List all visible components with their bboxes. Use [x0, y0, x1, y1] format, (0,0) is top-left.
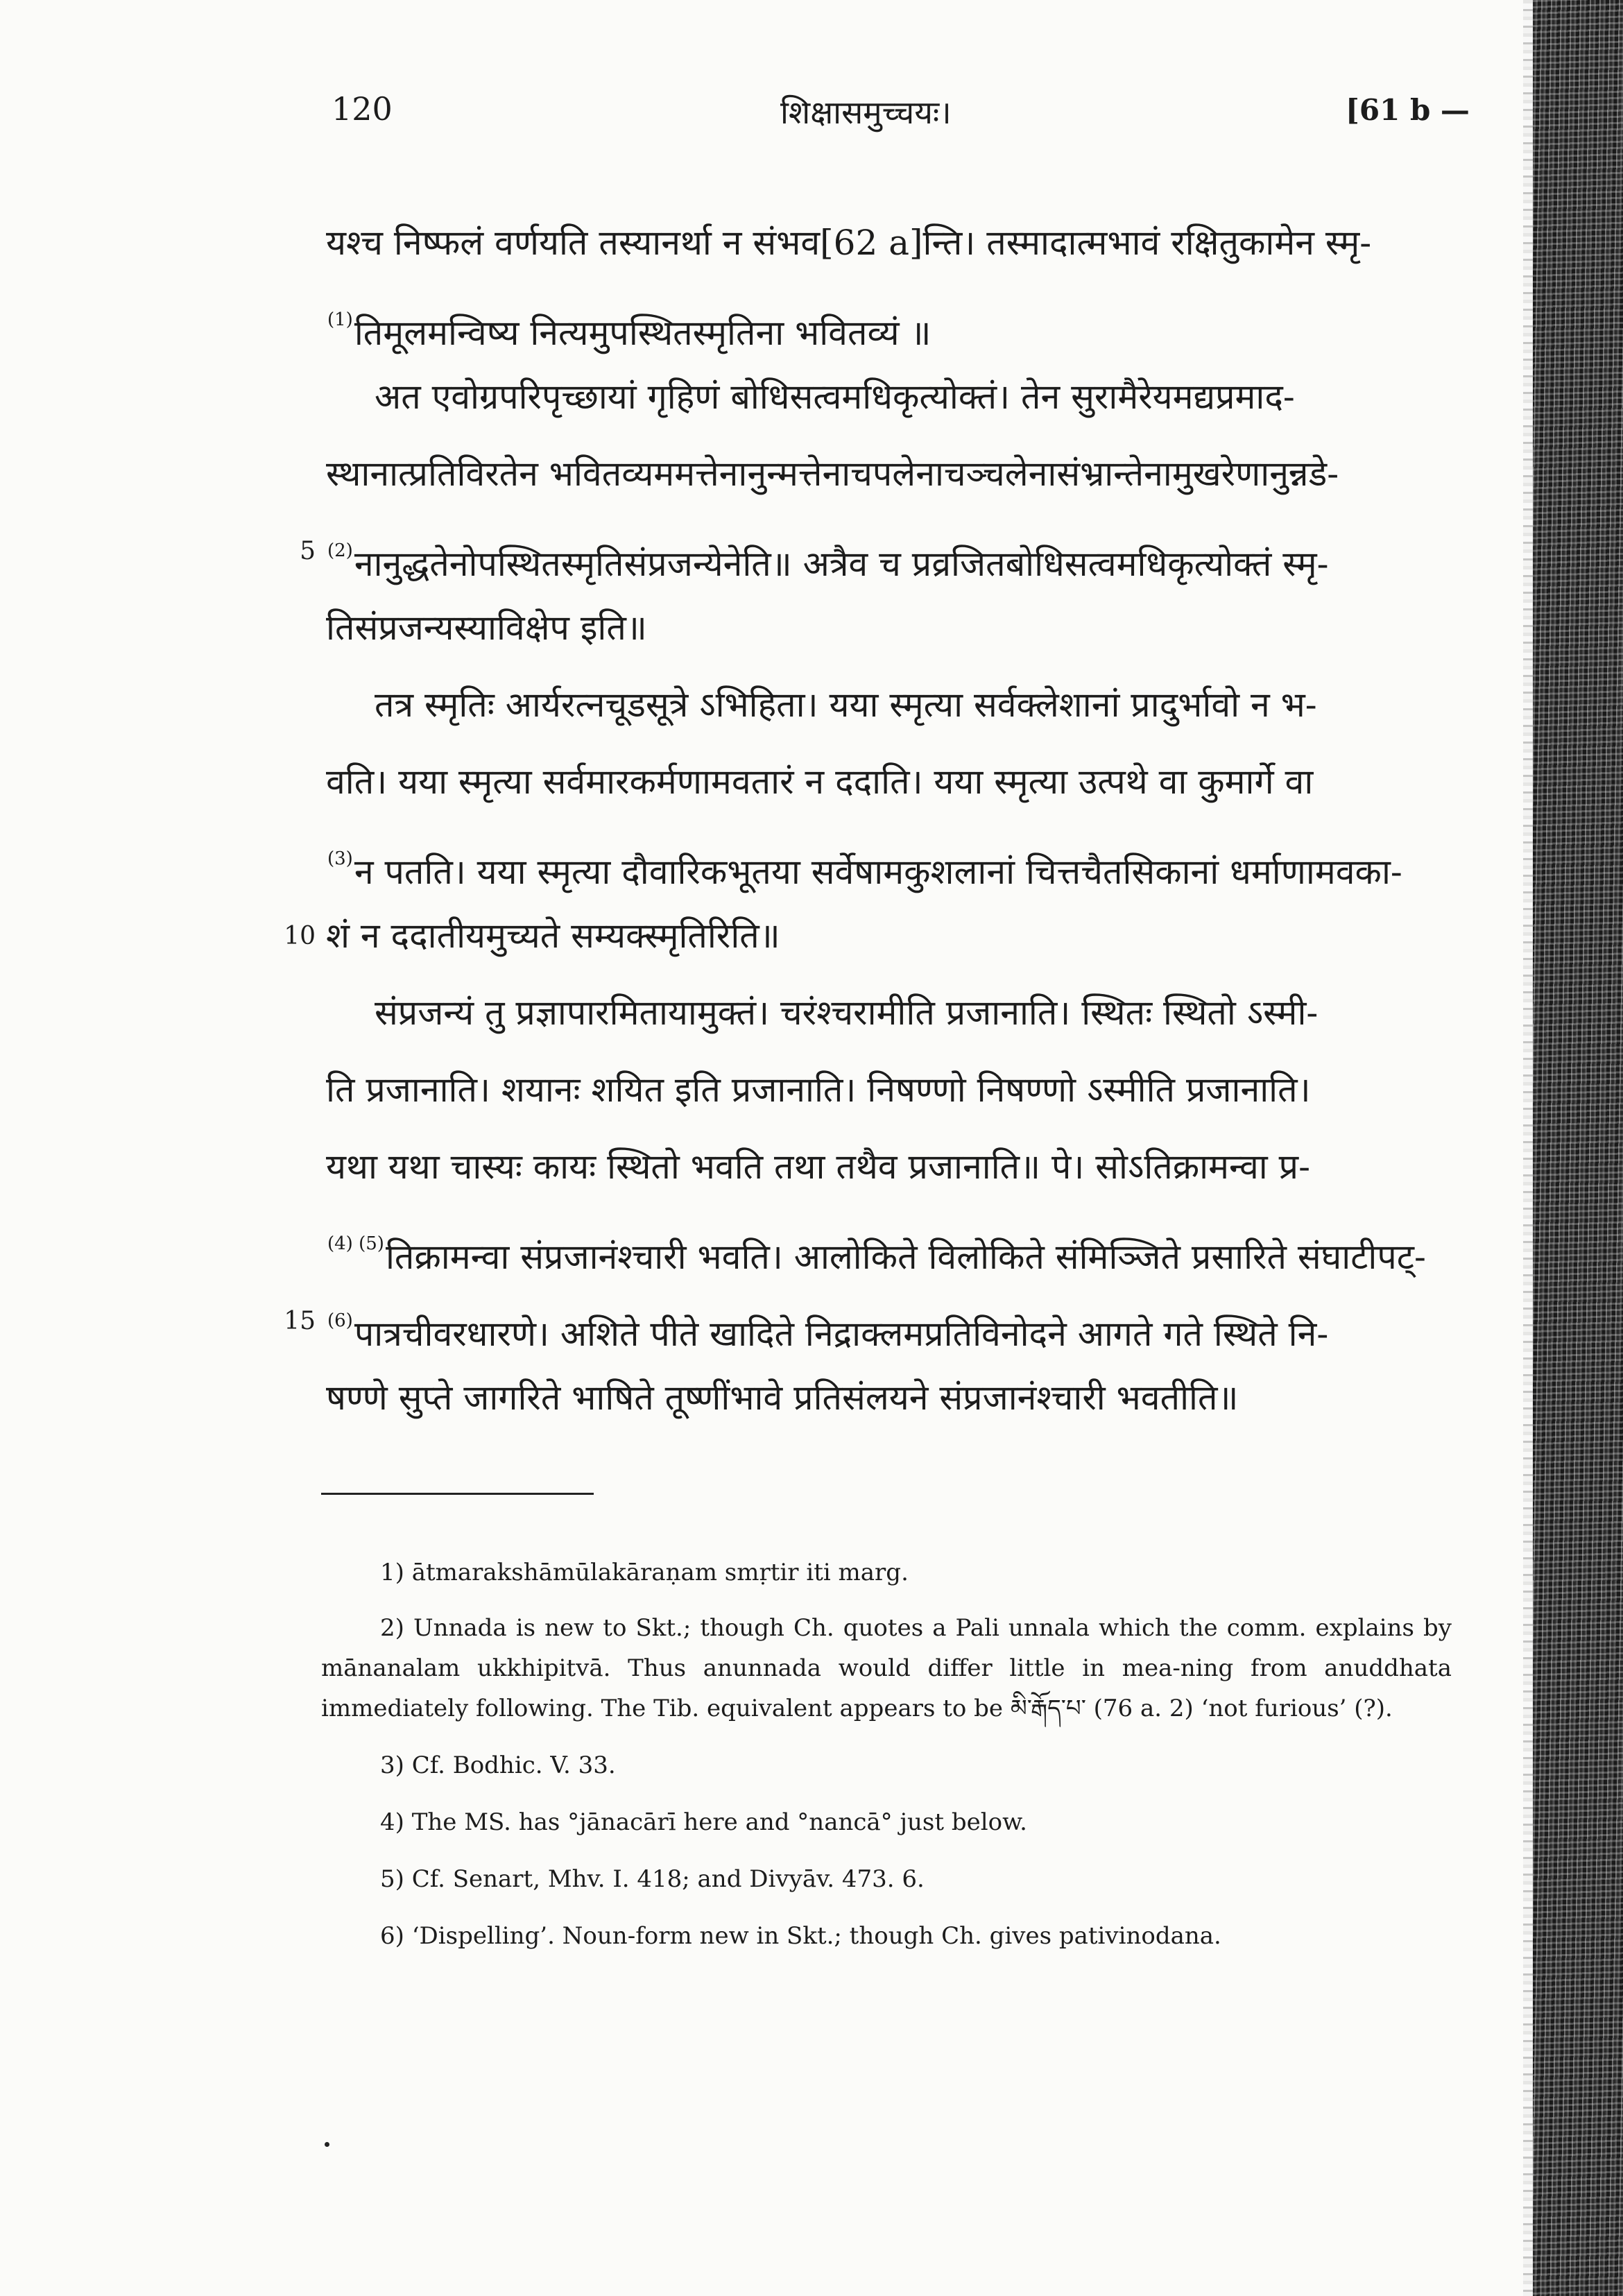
page-header	[0, 90, 1623, 146]
line-text: स्थानात्प्रतिविरतेन भवितव्यममत्तेनानुन्मत्तेनाचपलेनाचञ्चलेनासंभ्रान्तेनामुखरेणानुन्नडे-	[326, 454, 1339, 494]
footnote-marker: (3)	[327, 848, 353, 869]
stray-ink-dot	[325, 2142, 329, 2147]
text-line	[284, 898, 1450, 975]
line-text: तत्र स्मृतिः आर्यरत्नचूडसूत्रे ऽभिहिता। यया स्मृत्या सर्वक्लेशानां प्रादुर्भावो न भ-	[375, 685, 1317, 725]
footnotes	[321, 1552, 1452, 1973]
text-line	[326, 821, 1450, 898]
line-text: यश्च निष्फलं वर्णयति तस्यानर्था न संभव[62 a]न्ति। तस्मादात्मभावं रक्षितुकामेन स्मृ-	[326, 223, 1372, 263]
footnote-2: 2) Unnada is new to Skt.; though Ch. quotes a Pali unnala which the comm. explains by mānanalam ukkhipitvā. Thus anunnada would differ little in mea-ning from anuddhata immediately following. The Tib. equivalent appears to be མི་རྒོད་པ་ (76 a. 2) ‘not furious’ (?).	[321, 1614, 1452, 1722]
footnote-6: 6) ‘Dispelling’. Noun-form new in Skt.; though Ch. gives pativinodana.	[380, 1922, 1221, 1950]
page-number: 120	[332, 90, 393, 128]
line-number: 5	[300, 537, 316, 565]
running-title: शिक्षासमुच्चयः।	[780, 94, 952, 131]
footnote-marker: (2)	[327, 540, 353, 561]
line-text: संप्रजन्यं तु प्रज्ञापारमितायामुक्तं। चरंश्चरामीति प्रजानाति। स्थितः स्थितो ऽस्मी-	[375, 993, 1319, 1033]
text-line	[326, 1206, 1450, 1283]
text-line	[326, 975, 1450, 1052]
footnote-1: 1) ātmarakshāmūlakāraṇam smṛtir iti marg.	[380, 1559, 909, 1586]
line-text: शं न ददातीयमुच्यते सम्यक्स्मृतिरिति॥	[326, 916, 780, 956]
text-line	[326, 282, 1450, 359]
text-line	[326, 1360, 1450, 1437]
text-line	[326, 590, 1450, 667]
footnote-3: 3) Cf. Bodhic. V. 33.	[380, 1751, 616, 1779]
text-line	[326, 205, 1450, 282]
footnote-4: 4) The MS. has °jānacārī here and °nancā° just below.	[380, 1808, 1027, 1836]
text-line	[300, 513, 1450, 590]
line-text: तिमूलमन्विष्य नित्यमुपस्थितस्मृतिना भवितव्यं ॥	[354, 313, 931, 353]
line-text: षण्णे सुप्ते जागरिते भाषिते तूष्णींभावे प्रतिसंलयने संप्रजानंश्चारी भवतीति॥	[326, 1378, 1239, 1418]
line-text: ति प्रजानाति। शयानः शयित इति प्रजानाति। निषण्णो निषण्णो ऽस्मीति प्रजानाति।	[326, 1070, 1311, 1110]
line-text: पात्रचीवरधारणे। अशिते पीते खादिते निद्राक्लमप्रतिविनोदने आगते गते स्थिते नि-	[354, 1314, 1329, 1354]
line-text: तिक्रामन्वा संप्रजानंश्चारी भवति। आलोकिते विलोकिते संमिञ्जिते प्रसारिते संघाटीपट्-	[385, 1237, 1426, 1277]
footnote-5: 5) Cf. Senart, Mhv. I. 418; and Divyāv. 473. 6.	[380, 1865, 925, 1893]
line-text: वति। यया स्मृत्या सर्वमारकर्मणामवतारं न ददाति। यया स्मृत्या उत्पथे वा कुमार्गे वा	[326, 762, 1314, 802]
text-line	[326, 744, 1450, 821]
book-binding-edge	[1533, 0, 1623, 2296]
line-number: 15	[284, 1307, 316, 1335]
text-line	[284, 1283, 1450, 1360]
line-text: न पतति। यया स्मृत्या दौवारिकभूतया सर्वेषामकुशलानां चित्तचैतसिकानां धर्माणामवका-	[354, 852, 1402, 892]
text-line	[326, 436, 1450, 513]
folio-reference: [61 b —	[1346, 93, 1470, 127]
line-text: अत एवोग्रपरिपृच्छायां गृहिणं बोधिसत्वमधिकृत्योक्तं। तेन सुरामैरेयमद्यप्रमाद-	[375, 377, 1295, 417]
line-text: यथा यथा चास्यः कायः स्थितो भवति तथा तथैव प्रजानाति॥ पे। सोऽतिक्रामन्वा प्र-	[326, 1147, 1310, 1187]
text-line	[326, 667, 1450, 744]
line-text: नानुद्धतेनोपस्थितस्मृतिसंप्रजन्येनेति॥ अत्रैव च प्रव्रजितबोधिसत्वमधिकृत्योक्तं स्मृ-	[354, 544, 1329, 584]
footnote-marker: (6)	[327, 1310, 353, 1331]
text-line	[326, 1052, 1450, 1129]
footnote-separator-rule	[321, 1493, 594, 1495]
text-line	[326, 359, 1450, 436]
sanskrit-body-text	[284, 205, 1450, 1437]
line-text: तिसंप्रजन्यस्याविक्षेप इति॥	[326, 608, 647, 648]
text-line	[326, 1129, 1450, 1206]
footnote-marker: (4) (5)	[327, 1233, 384, 1254]
line-number: 10	[284, 922, 316, 950]
footnote-marker: (1)	[327, 309, 353, 330]
